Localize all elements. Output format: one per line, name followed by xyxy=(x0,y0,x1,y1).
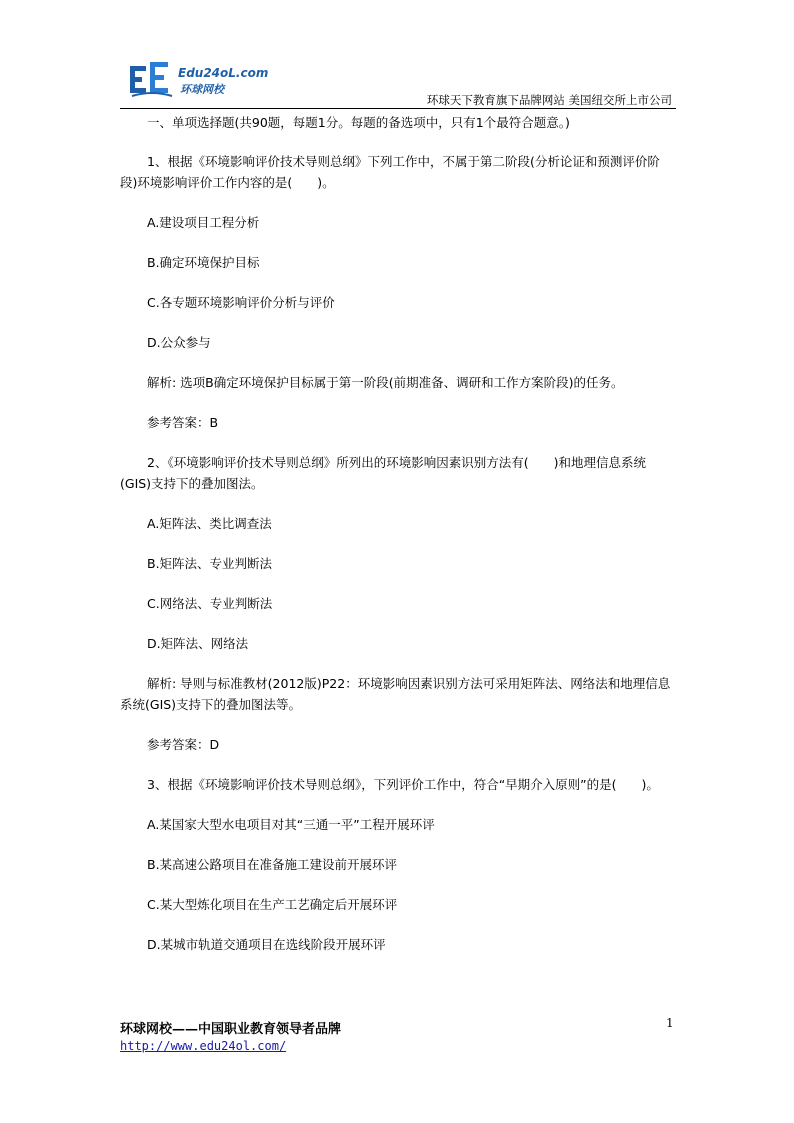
page-number: 1 xyxy=(666,1016,674,1030)
question-1-answer: 参考答案：B xyxy=(147,415,219,430)
page-header xyxy=(120,58,676,110)
question-2-stem: 2、《环境影响评价技术导则总纲》所列出的环境影响因素识别方法有( )和地理信息系统(GIS)支持下的叠加图法。 xyxy=(120,455,646,491)
question-1-stem: 1、根据《环境影响评价技术导则总纲》下列工作中，不属于第二阶段(分析论证和预测评价阶段)环境影响评价工作内容的是( )。 xyxy=(120,154,660,190)
question-2-option-c: C.网络法、专业判断法 xyxy=(147,596,273,611)
question-3-stem: 3、根据《环境影响评价技术导则总纲》，下列评价工作中，符合“早期介入原则”的是( )。 xyxy=(147,777,659,792)
question-1-option-d: D.公众参与 xyxy=(147,335,211,350)
question-1-option-b: B.确定环境保护目标 xyxy=(147,255,260,270)
logo-mark-icon xyxy=(128,60,174,100)
question-1-option-a: A.建设项目工程分析 xyxy=(147,215,260,230)
question-2-analysis: 解析: 导则与标准教材(2012版)P22：环境影响因素识别方法可采用矩阵法、网络法和地理信息系统(GIS)支持下的叠加图法等。 xyxy=(120,676,671,712)
question-1-option-c: C.各专题环境影响评价分析与评价 xyxy=(147,295,335,310)
footer-brand: 环球网校——中国职业教育领导者品牌 xyxy=(120,1022,342,1037)
question-2-option-b: B.矩阵法、专业判断法 xyxy=(147,556,273,571)
document-body xyxy=(120,112,676,955)
logo-chinese-text: 环球网校 xyxy=(180,83,224,96)
question-2-answer: 参考答案：D xyxy=(147,737,220,752)
question-2-option-a: A.矩阵法、类比调查法 xyxy=(147,516,272,531)
question-3-option-d: D.某城市轨道交通项目在选线阶段开展环评 xyxy=(147,937,386,952)
header-divider xyxy=(120,108,676,109)
question-2-option-d: D.矩阵法、网络法 xyxy=(147,636,249,651)
question-1-analysis: 解析: 选项B确定环境保护目标属于第一阶段(前期准备、调研和工作方案阶段)的任务。 xyxy=(147,375,624,390)
question-3-option-b: B.某高速公路项目在准备施工建设前开展环评 xyxy=(147,857,398,872)
edu24ol-logo xyxy=(128,58,278,102)
logo-english-text: Edu24oL.com xyxy=(178,66,269,80)
question-3-option-a: A.某国家大型水电项目对其“三通一平”工程开展环评 xyxy=(147,817,435,832)
section-title: 一、单项选择题(共90题，每题1分。每题的备选项中，只有1个最符合题意。) xyxy=(147,115,570,130)
footer-url-link[interactable]: http://www.edu24ol.com/ xyxy=(120,1039,287,1053)
question-3-option-c: C.某大型炼化项目在生产工艺确定后开展环评 xyxy=(147,897,398,912)
header-tagline: 环球天下教育旗下品牌网站 美国纽交所上市公司 xyxy=(426,93,672,107)
